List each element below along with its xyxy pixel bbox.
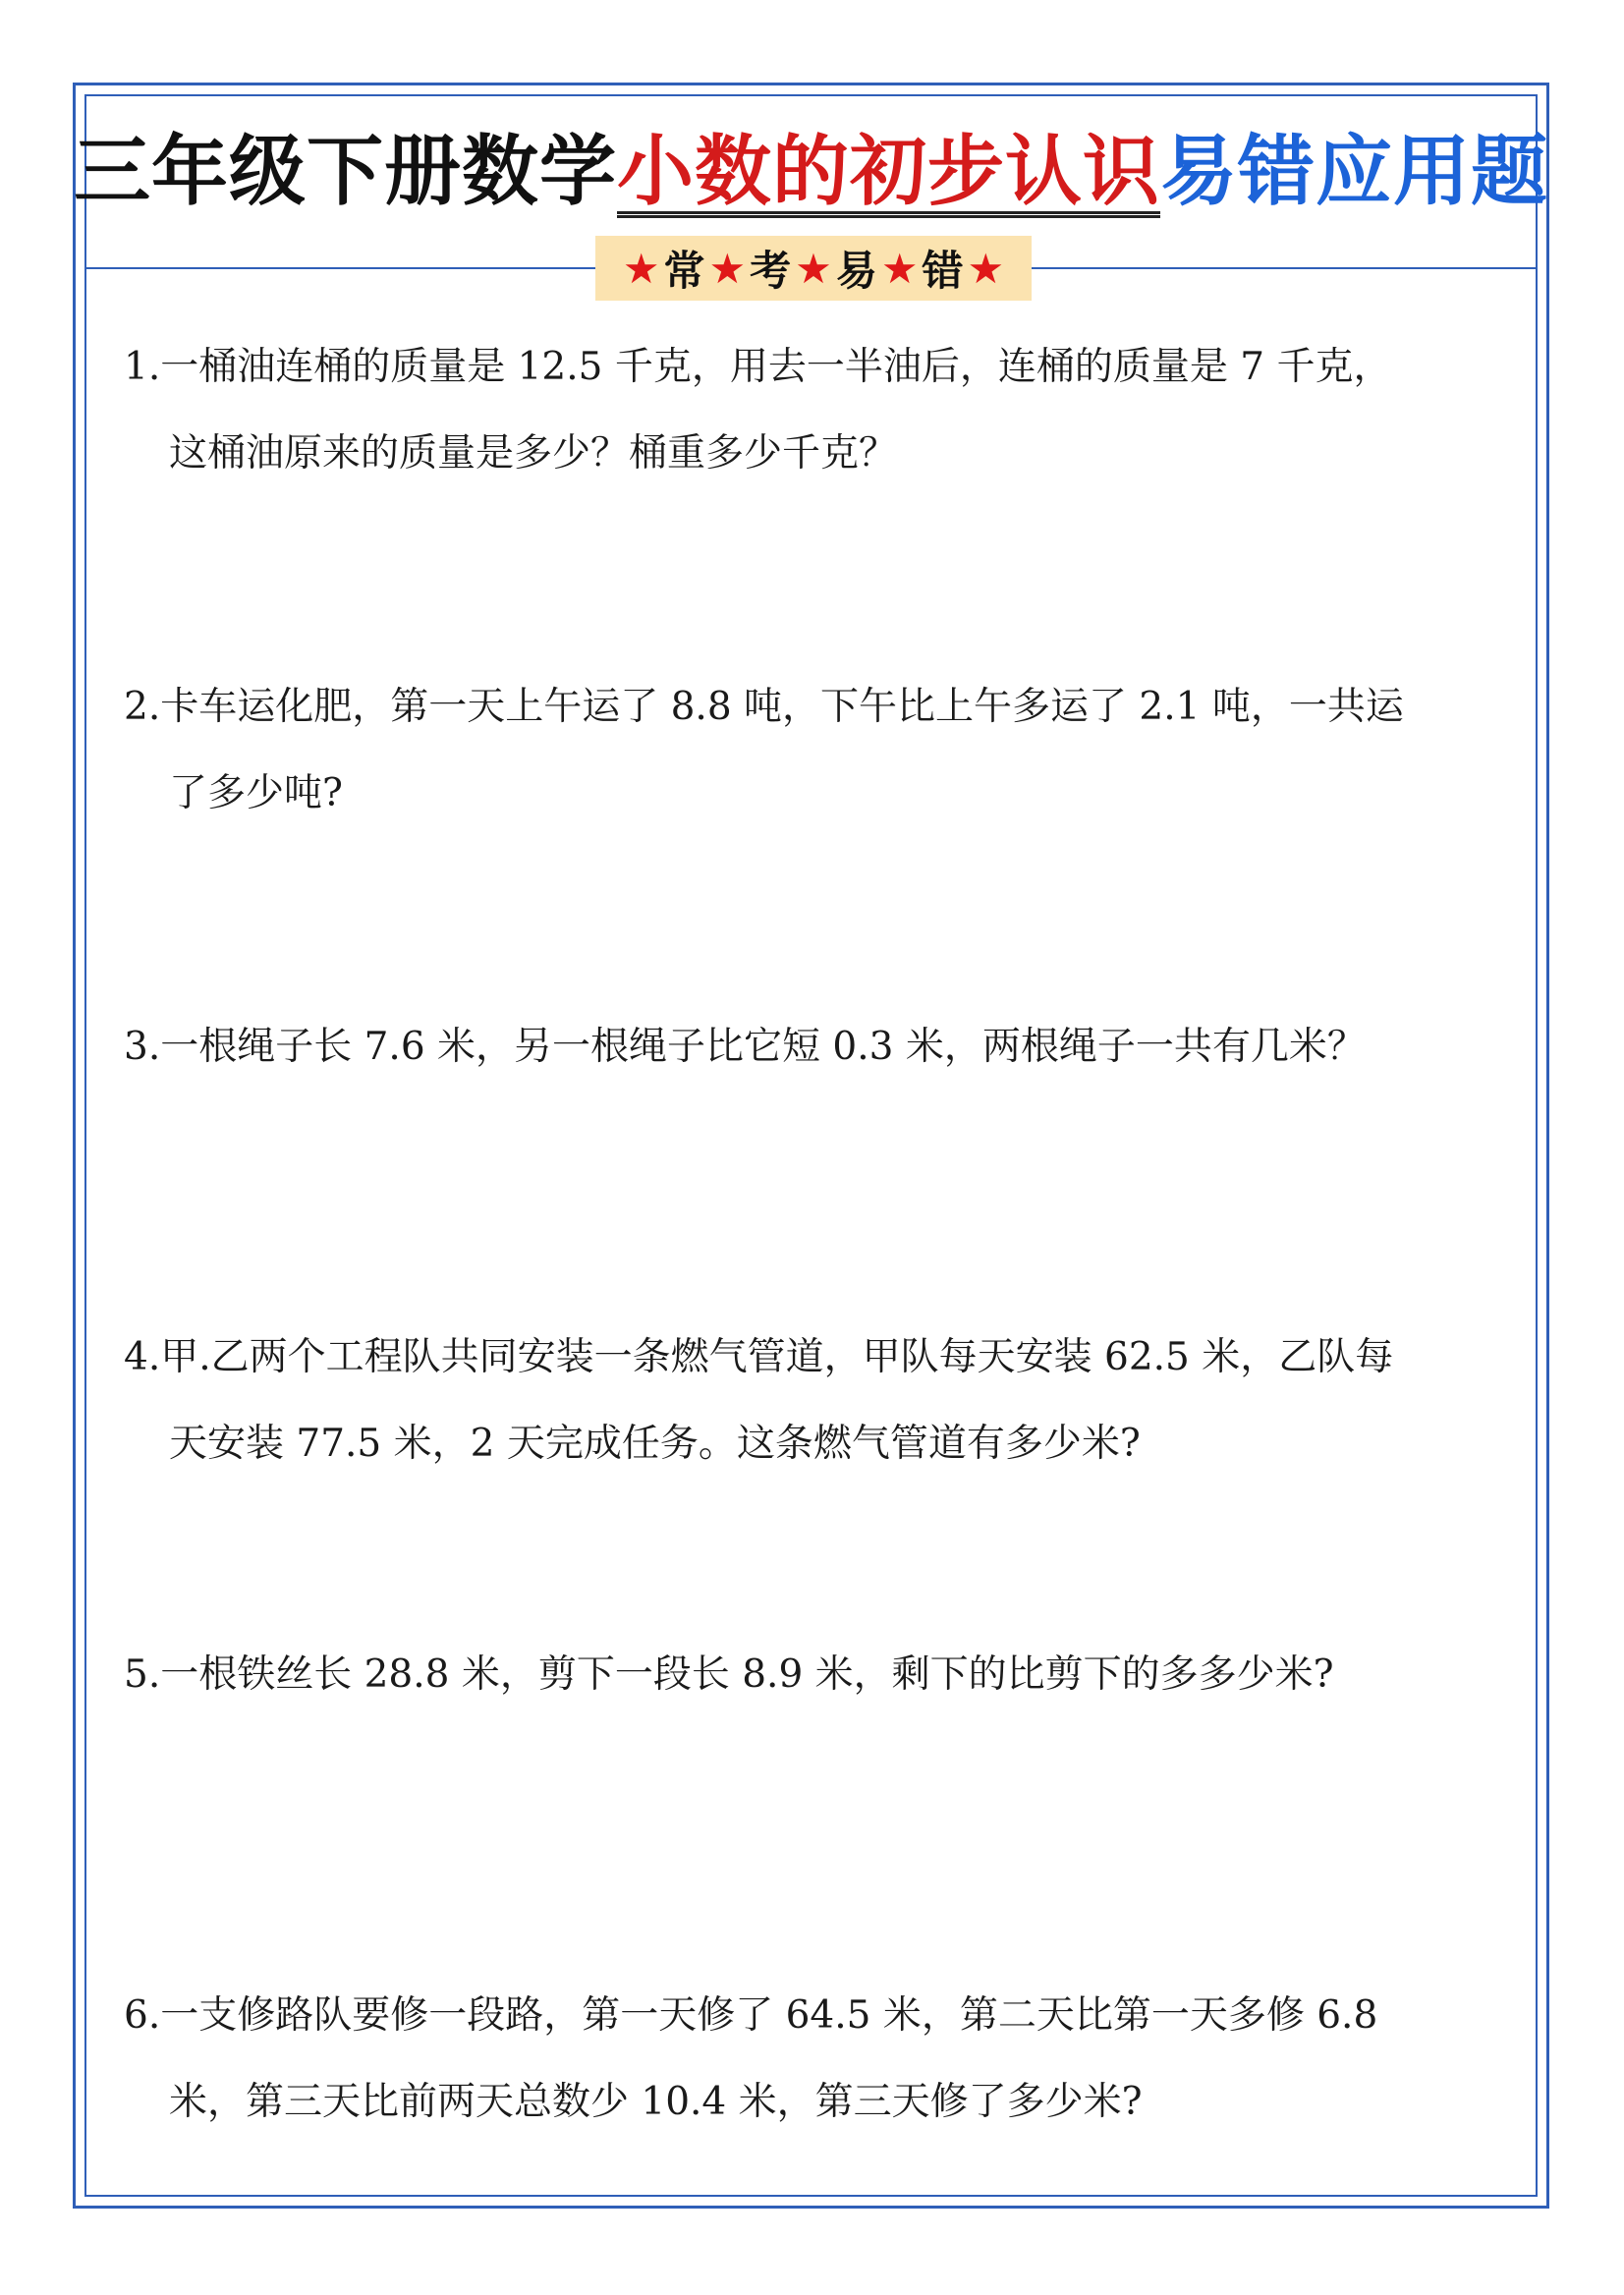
question-3: [124, 1004, 1499, 1091]
question-1: [124, 324, 1499, 497]
question-6: [124, 1973, 1499, 2146]
banner-word-3: 易: [835, 247, 877, 295]
question-6-line-1: 6.一支修路队要修一段路，第一天修了 64.5 米，第二天比第一天多修 6.8: [124, 1993, 1378, 2038]
question-5-line-1: 5.一根铁丝长 28.8 米，剪下一段长 8.9 米，剩下的比剪下的多多少米?: [124, 1652, 1334, 1697]
star-icon: ★: [795, 244, 832, 293]
star-icon: ★: [708, 244, 747, 293]
title-type: 易错应用题: [1160, 128, 1549, 216]
star-icon: ★: [967, 244, 1005, 293]
question-1-line-1: 1.一桶油连桶的质量是 12.5 千克，用去一半油后，连桶的质量是 7 千克，: [124, 345, 1392, 389]
header-rule-left: [86, 267, 595, 269]
question-4: [124, 1315, 1499, 1487]
question-6-line-2: 米，第三天比前两天总数少 10.4 米，第三天修了多少米?: [169, 2080, 1143, 2124]
banner-often-tested-error-prone: [595, 236, 1032, 301]
question-4-line-2: 天安装 77.5 米，2 天完成任务。这条燃气管道有多少米?: [169, 1422, 1141, 1466]
banner-word-2: 考: [750, 247, 792, 295]
question-2-line-2: 了多少吨?: [169, 771, 343, 815]
star-icon: ★: [880, 244, 919, 293]
title-topic: 小数的初步认识: [617, 128, 1161, 216]
question-2: [124, 664, 1499, 837]
title-grade: 三年级下册数学: [73, 128, 617, 216]
header-rule-right: [1032, 267, 1536, 269]
worksheet-title: [73, 106, 1549, 224]
banner-word-4: 错: [922, 247, 964, 295]
question-2-line-1: 2.卡车运化肥，第一天上午运了 8.8 吨，下午比上午多运了 2.1 吨，一共运: [124, 685, 1404, 729]
question-3-line-1: 3.一根绳子长 7.6 米，另一根绳子比它短 0.3 米，两根绳子一共有几米？: [124, 1025, 1366, 1069]
question-4-line-1: 4.甲.乙两个工程队共同安装一条燃气管道，甲队每天安装 62.5 米，乙队每: [124, 1335, 1394, 1379]
question-5: [124, 1632, 1499, 1718]
star-icon: ★: [622, 244, 660, 293]
question-1-line-2: 这桶油原来的质量是多少？桶重多少千克？: [169, 431, 898, 476]
banner-word-1: 常: [663, 247, 705, 295]
